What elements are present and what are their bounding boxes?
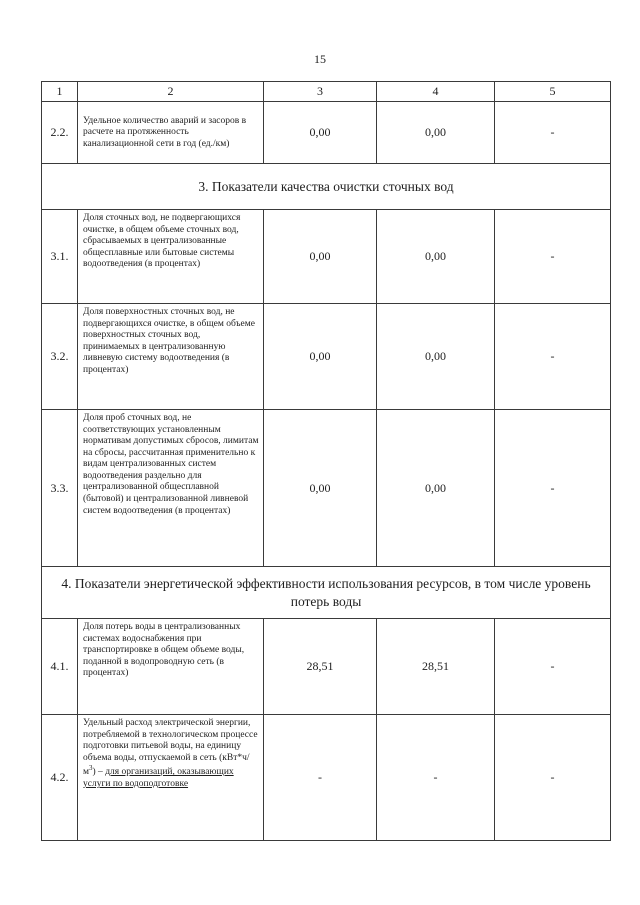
value-col-3: -: [264, 715, 377, 841]
row-description-dash: ) –: [92, 767, 106, 778]
table-row: [42, 102, 611, 164]
value-col-4: -: [377, 715, 495, 841]
header-col-4: 4: [377, 82, 495, 102]
table-row: [42, 410, 611, 567]
section-heading: 4. Показатели энергетической эффективности использования ресурсов, в том числе уровень потерь воды: [42, 567, 611, 619]
value-col-4: 0,00: [377, 304, 495, 410]
value-col-3: 0,00: [264, 304, 377, 410]
row-number: 2.2.: [42, 102, 78, 164]
value-col-4: 0,00: [377, 102, 495, 164]
row-description: Удельное количество аварий и засоров в расчете на протяженность канализационной сети в год (ед./км): [78, 102, 264, 164]
superscript-exponent: 3: [89, 764, 93, 773]
table-row: [42, 304, 611, 410]
value-col-5: -: [495, 102, 611, 164]
page-number: 15: [314, 52, 326, 66]
row-number: 3.2.: [42, 304, 78, 410]
header-col-2: 2: [78, 82, 264, 102]
row-description: Доля поверхностных сточных вод, не подвергающихся очистке, в общем объеме поверхностных сточных вод, принимаемых в централизованную ливневую систему водоотведения (в процентах): [78, 304, 264, 410]
row-description: [78, 715, 264, 841]
row-description: Доля проб сточных вод, не соответствующих установленным нормативам допустимых сбросов, лимитам на сбросы, рассчитанная применительно к видам централизованных систем водоотведения раздельно для централизованной общесплавной (бытовой) и централизованной ливневой систем водоотведения (в процентах): [78, 410, 264, 567]
row-description-text: Удельный расход электрической энергии, потребляемой в технологическом процессе подготовки питьевой воды, на единицу объема воды, отпускаемой в сеть (кВт*ч/м: [83, 718, 258, 778]
row-description-underlined: для организаций, оказывающих услуги по водоподготовке: [83, 767, 234, 790]
header-col-3: 3: [264, 82, 377, 102]
section-heading-row: [42, 164, 611, 210]
value-col-4: 0,00: [377, 410, 495, 567]
indicators-table: [41, 81, 611, 841]
header-col-5: 5: [495, 82, 611, 102]
value-col-4: 28,51: [377, 619, 495, 715]
row-number: 4.1.: [42, 619, 78, 715]
row-number: 4.2.: [42, 715, 78, 841]
header-col-1: 1: [42, 82, 78, 102]
table-row: [42, 210, 611, 304]
value-col-5: -: [495, 619, 611, 715]
value-col-5: -: [495, 210, 611, 304]
table-row: [42, 715, 611, 841]
value-col-3: 0,00: [264, 102, 377, 164]
value-col-5: -: [495, 410, 611, 567]
value-col-4: 0,00: [377, 210, 495, 304]
row-number: 3.1.: [42, 210, 78, 304]
value-col-5: -: [495, 715, 611, 841]
row-description: Доля сточных вод, не подвергающихся очистке, в общем объеме сточных вод, сбрасываемых в централизованные общесплавные или бытовые системы водоотведения (в процентах): [78, 210, 264, 304]
value-col-3: 0,00: [264, 210, 377, 304]
header-row: [42, 82, 611, 102]
value-col-3: 28,51: [264, 619, 377, 715]
value-col-5: -: [495, 304, 611, 410]
table-row: [42, 619, 611, 715]
value-col-3: 0,00: [264, 410, 377, 567]
row-number: 3.3.: [42, 410, 78, 567]
section-heading-row: [42, 567, 611, 619]
section-heading: 3. Показатели качества очистки сточных вод: [42, 164, 611, 210]
row-description: Доля потерь воды в централизованных системах водоснабжения при транспортировке в общем объеме воды, поданной в водопроводную сеть (в процентах): [78, 619, 264, 715]
